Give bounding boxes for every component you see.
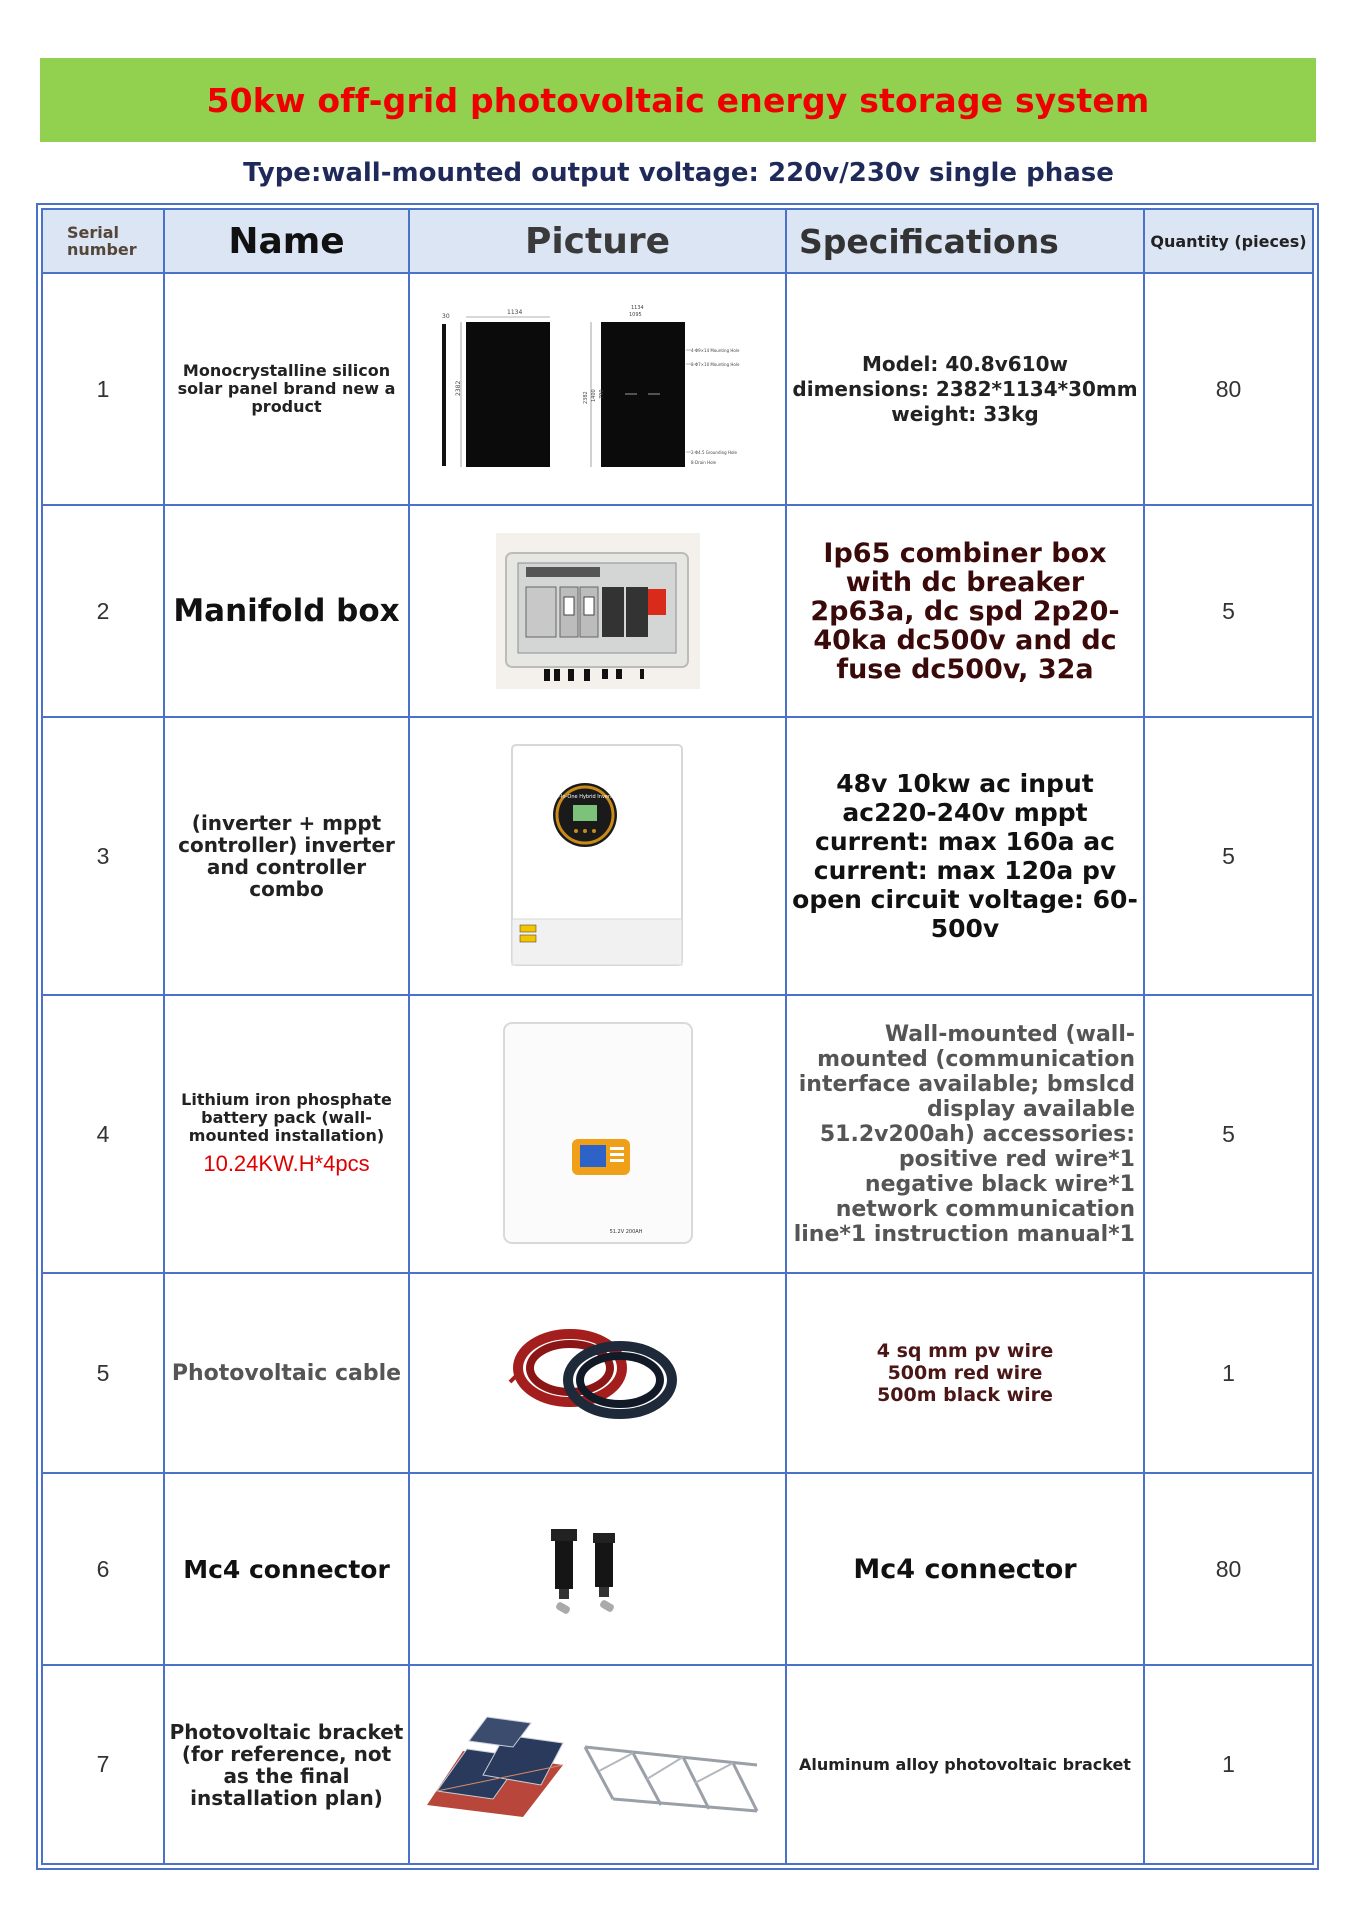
header-quantity: Quantity (pieces) [1144,209,1313,273]
quantity-cell: 80 [1144,1473,1313,1665]
picture-cell [409,1273,786,1473]
header-serial: Serial number [42,209,164,273]
panel-front-view [466,322,550,467]
inner-width-label: 1095 [628,312,642,318]
quantity-cell: 80 [1144,273,1313,505]
picture-cell [409,717,786,995]
table-row [42,1665,1313,1864]
spec-cell [786,1273,1144,1473]
picture-cell [409,273,786,505]
pv-bracket-image [423,1705,773,1825]
spec-cell: Ip65 combiner box with dc breaker 2p63a, dc spd 2p20-40ka dc500v and dc fuse dc500v, 32a [786,505,1144,717]
thickness-label: 30 [441,313,450,320]
quantity-cell: 1 [1144,1273,1313,1473]
serial-cell: 6 [42,1473,164,1665]
width-label: 1134 [506,309,522,316]
spec-cell: Model: 40.8v610w dimensions: 2382*1134*30mm weight: 33kg [786,273,1144,505]
spec-line-1: 4 sq mm pv wire [876,1340,1054,1362]
spec-cell: Mc4 connector [786,1473,1144,1665]
note-4: 8-Drain Hole [690,460,716,465]
quantity-cell: 1 [1144,1665,1313,1864]
name-cell [164,995,409,1273]
name-cell: Manifold box [164,505,409,717]
picture-cell [409,505,786,717]
table-row [42,995,1313,1273]
quantity-cell: 5 [1144,505,1313,717]
battery-name: Lithium iron phosphate battery pack (wall-mounted installation) [181,1090,392,1145]
note-2: 8-Φ7×10 Mounting Hole [690,362,739,367]
serial-cell: 3 [42,717,164,995]
back-height-label: 2382 [582,391,589,404]
picture-cell [409,1473,786,1665]
panel-side-view [442,324,446,466]
serial-cell: 2 [42,505,164,717]
quantity-cell: 5 [1144,717,1313,995]
battery-capacity-note: 10.24KW.H*4pcs [203,1151,370,1176]
quantity-cell: 5 [1144,995,1313,1273]
picture-cell [409,1665,786,1864]
mid-dimension-1: 1400 [590,389,597,402]
serial-cell: 7 [42,1665,164,1864]
serial-cell: 5 [42,1273,164,1473]
name-cell: Monocrystalline silicon solar panel brand new a product [164,273,409,505]
name-cell: (inverter + mppt controller) inverter and controller combo [164,717,409,995]
solar-panel-drawing [433,304,763,474]
note-3: 2-Φ4.5 Grounding Hole [690,450,737,455]
title-banner [40,58,1316,142]
mid-dimension-2: 790 [598,389,605,399]
spec-cell: 48v 10kw ac input ac220-240v mppt current: max 160a ac current: max 120a pv open circuit voltage: 60-500v [786,717,1144,995]
page-title: 50kw off-grid photovoltaic energy storage system [206,80,1150,120]
panel-back-view [598,322,685,467]
table-header-row [42,209,1313,273]
picture-cell [409,995,786,1273]
inverter-image [510,743,686,969]
spec-cell: Aluminum alloy photovoltaic bracket [786,1665,1144,1864]
name-cell: Photovoltaic cable [164,1273,409,1473]
table-row [42,717,1313,995]
mc4-connector-image [533,1519,663,1619]
pv-cable-image [508,1318,688,1428]
header-name: Name [164,209,409,273]
battery-pack-image [500,1021,696,1247]
spec-line-3: 500m black wire [877,1384,1053,1406]
serial-cell: 4 [42,995,164,1273]
combiner-box-image [496,533,700,689]
note-1: 4-Φ9×14 Mounting Hole [690,348,739,353]
table-row [42,1273,1313,1473]
spec-cell: Wall-mounted (wall-mounted (communication interface available; bmslcd display available 51.2v200ah) accessories: positive red wire*1 negative black wire*1 network communication line*1 instruction manual*1 [786,995,1144,1273]
inverter-brand-label: All-In-One Hybrid Inverter [552,794,617,800]
height-label: 2382 [454,380,462,396]
table-row [42,273,1313,505]
product-table [41,208,1314,1865]
product-table-frame [36,203,1319,1870]
battery-rating-label: 51.2V 200AH [609,1229,642,1235]
name-cell: Mc4 connector [164,1473,409,1665]
header-picture: Picture [409,209,786,273]
name-cell: Photovoltaic bracket (for reference, not as the final installation plan) [164,1665,409,1864]
width-label-back: 1134 [630,305,644,311]
spec-line-2: 500m red wire [887,1362,1043,1384]
table-row [42,1473,1313,1665]
serial-cell: 1 [42,273,164,505]
page-subtitle: Type:wall-mounted output voltage: 220v/230v single phase [243,158,1114,188]
header-specifications: Specifications [786,209,1144,273]
table-row [42,505,1313,717]
